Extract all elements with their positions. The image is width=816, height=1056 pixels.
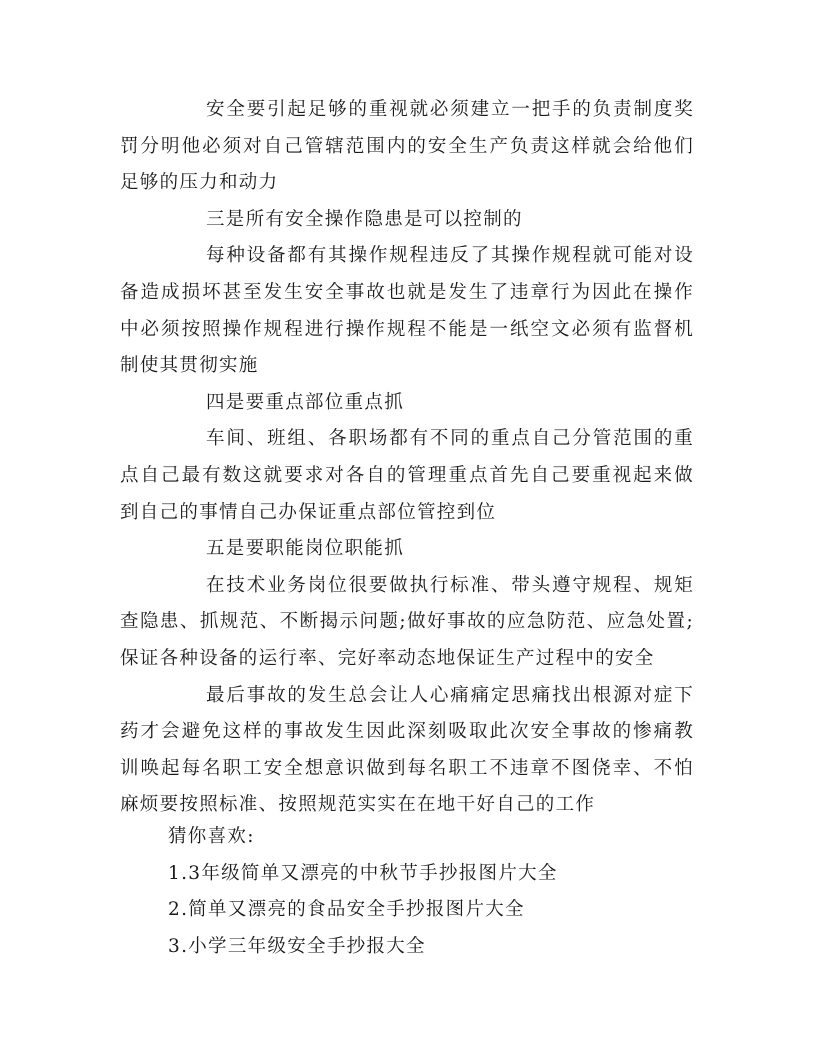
- paragraph-responsibility: 安全要引起足够的重视就必须建立一把手的负责制度奖罚分明他必须对自己管辖范围内的安全生产负责这样就会给他们足够的压力和动力: [120, 99, 694, 194]
- related-link-safety-grade-three[interactable]: 3.小学三年级安全手抄报大全: [168, 935, 426, 957]
- heading-point-five: 五是要职能岗位职能抓: [206, 538, 405, 560]
- paragraph-operating-rules: 每种设备都有其操作规程违反了其操作规程就可能对设备造成损坏甚至发生安全事故也就是发生了违章行为因此在操作中必须按照操作规程进行操作规程不能是一纸空文必须有监督机制使其贯彻实施: [120, 245, 694, 377]
- paragraph-conclusion: 最后事故的发生总会让人心痛痛定思痛找出根源对症下药才会避免这样的事故发生因此深刻吸取此次安全事故的惨痛教训唤起每名职工安全想意识做到每名职工不违章不图侥幸、不怕麻烦要按照标准、按照规范实实在在地干好自己的工作: [120, 684, 694, 816]
- related-link-mid-autumn[interactable]: 1.3年级简单又漂亮的中秋节手抄报图片大全: [168, 862, 558, 884]
- related-list: [168, 856, 688, 966]
- heading-point-three: 三是所有安全操作隐患是可以控制的: [206, 208, 523, 230]
- related-articles: [168, 819, 688, 965]
- heading-point-four: 四是要重点部位重点抓: [206, 391, 405, 413]
- related-link-food-safety[interactable]: 2.简单又漂亮的食品安全手抄报图片大全: [168, 899, 525, 921]
- paragraph-key-areas: 车间、班组、各职场都有不同的重点自己分管范围的重点自己最有数这就要求对各自的管理重点首先自己要重视起来做到自己的事情自己办保证重点部位管控到位: [120, 428, 694, 523]
- document-body: [120, 92, 694, 824]
- paragraph-technical-posts: 在技术业务岗位很要做执行标准、带头遵守规程、规矩查隐患、抓规范、不断揭示问题;做好事故的应急防范、应急处置;保证各种设备的运行率、完好率动态地保证生产过程中的安全: [120, 574, 694, 669]
- related-title: 猜你喜欢:: [168, 826, 255, 847]
